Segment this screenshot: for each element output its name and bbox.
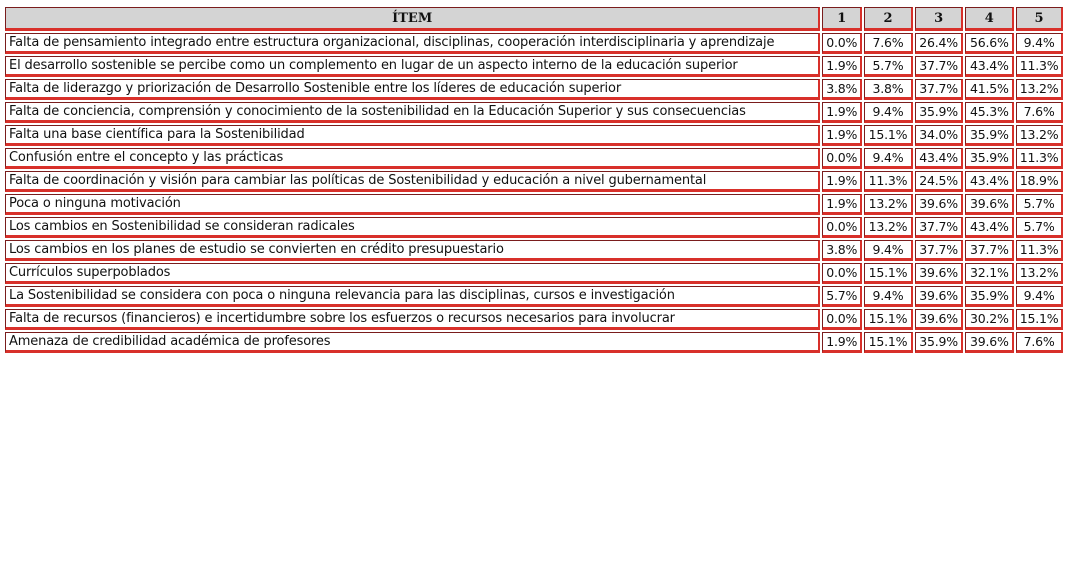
percent-cell-3: 37.7%: [915, 240, 964, 261]
percent-cell-1: 1.9%: [822, 102, 862, 123]
percent-cell-1: 0.0%: [822, 33, 862, 54]
table-row: [5, 263, 1063, 284]
percent-cell-2: 3.8%: [864, 79, 913, 100]
percent-cell-1: 3.8%: [822, 240, 862, 261]
percent-cell-4: 35.9%: [965, 286, 1014, 307]
percent-cell-5: 13.2%: [1016, 79, 1063, 100]
percent-cell-2: 5.7%: [864, 56, 913, 77]
percent-cell-4: 41.5%: [965, 79, 1014, 100]
header-item: ÍTEM: [5, 7, 820, 31]
table-row: [5, 148, 1063, 169]
header-scale-3: 3: [915, 7, 964, 31]
item-cell: Falta de conciencia, comprensión y conocimiento de la sostenibilidad en la Educación Superior y sus consecuencias: [5, 102, 820, 123]
table-row: [5, 217, 1063, 238]
percent-cell-5: 15.1%: [1016, 309, 1063, 330]
table-row: [5, 33, 1063, 54]
percent-cell-1: 0.0%: [822, 263, 862, 284]
percent-cell-3: 37.7%: [915, 217, 964, 238]
percent-cell-4: 32.1%: [965, 263, 1014, 284]
header-scale-2: 2: [864, 7, 913, 31]
percent-cell-4: 35.9%: [965, 148, 1014, 169]
percent-cell-5: 11.3%: [1016, 56, 1063, 77]
percent-cell-4: 43.4%: [965, 217, 1014, 238]
percent-cell-4: 43.4%: [965, 171, 1014, 192]
percent-cell-4: 43.4%: [965, 56, 1014, 77]
item-cell: Confusión entre el concepto y las prácticas: [5, 148, 820, 169]
percent-cell-3: 35.9%: [915, 332, 964, 353]
percent-cell-3: 26.4%: [915, 33, 964, 54]
percent-cell-4: 39.6%: [965, 332, 1014, 353]
percent-cell-3: 39.6%: [915, 194, 964, 215]
item-cell: Los cambios en los planes de estudio se convierten en crédito presupuestario: [5, 240, 820, 261]
percent-cell-1: 0.0%: [822, 148, 862, 169]
percent-cell-5: 13.2%: [1016, 125, 1063, 146]
percent-cell-2: 15.1%: [864, 309, 913, 330]
table-body: [5, 33, 1063, 353]
percent-cell-5: 11.3%: [1016, 148, 1063, 169]
table-row: [5, 171, 1063, 192]
percent-cell-5: 11.3%: [1016, 240, 1063, 261]
percent-cell-5: 7.6%: [1016, 332, 1063, 353]
percent-cell-4: 56.6%: [965, 33, 1014, 54]
percent-cell-2: 13.2%: [864, 217, 913, 238]
percent-cell-2: 15.1%: [864, 263, 913, 284]
percent-cell-3: 43.4%: [915, 148, 964, 169]
item-cell: Los cambios en Sostenibilidad se consideran radicales: [5, 217, 820, 238]
percent-cell-3: 35.9%: [915, 102, 964, 123]
item-cell: La Sostenibilidad se considera con poca o ninguna relevancia para las disciplinas, cursos e investigación: [5, 286, 820, 307]
percent-cell-4: 30.2%: [965, 309, 1014, 330]
percent-cell-5: 18.9%: [1016, 171, 1063, 192]
percent-cell-1: 3.8%: [822, 79, 862, 100]
percent-cell-5: 7.6%: [1016, 102, 1063, 123]
percent-cell-5: 9.4%: [1016, 286, 1063, 307]
table-row: [5, 332, 1063, 353]
percent-cell-1: 1.9%: [822, 125, 862, 146]
percent-cell-1: 1.9%: [822, 56, 862, 77]
item-cell: Falta de liderazgo y priorización de Desarrollo Sostenible entre los líderes de educación superior: [5, 79, 820, 100]
percent-cell-4: 39.6%: [965, 194, 1014, 215]
percent-cell-1: 1.9%: [822, 171, 862, 192]
table-row: [5, 309, 1063, 330]
percent-cell-3: 34.0%: [915, 125, 964, 146]
table-row: [5, 240, 1063, 261]
item-cell: Currículos superpoblados: [5, 263, 820, 284]
table-row: [5, 56, 1063, 77]
percent-cell-2: 15.1%: [864, 125, 913, 146]
item-cell: Amenaza de credibilidad académica de profesores: [5, 332, 820, 353]
item-cell: Falta de pensamiento integrado entre estructura organizacional, disciplinas, cooperación interdisciplinaria y aprendizaje: [5, 33, 820, 54]
percent-cell-1: 1.9%: [822, 194, 862, 215]
percent-cell-4: 35.9%: [965, 125, 1014, 146]
percent-cell-3: 39.6%: [915, 286, 964, 307]
percent-cell-5: 5.7%: [1016, 217, 1063, 238]
header-scale-5: 5: [1016, 7, 1063, 31]
percent-cell-1: 0.0%: [822, 309, 862, 330]
percent-cell-5: 5.7%: [1016, 194, 1063, 215]
percent-cell-1: 5.7%: [822, 286, 862, 307]
percent-cell-5: 13.2%: [1016, 263, 1063, 284]
item-cell: El desarrollo sostenible se percibe como un complemento en lugar de un aspecto interno de la educación superior: [5, 56, 820, 77]
survey-results-table: [3, 5, 1065, 355]
percent-cell-3: 37.7%: [915, 56, 964, 77]
percent-cell-2: 9.4%: [864, 286, 913, 307]
header-row: [5, 7, 1063, 31]
percent-cell-2: 11.3%: [864, 171, 913, 192]
percent-cell-3: 24.5%: [915, 171, 964, 192]
table-row: [5, 102, 1063, 123]
percent-cell-3: 37.7%: [915, 79, 964, 100]
table-row: [5, 286, 1063, 307]
percent-cell-1: 1.9%: [822, 332, 862, 353]
percent-cell-2: 7.6%: [864, 33, 913, 54]
table-row: [5, 194, 1063, 215]
header-scale-1: 1: [822, 7, 862, 31]
percent-cell-4: 45.3%: [965, 102, 1014, 123]
item-cell: Falta de coordinación y visión para cambiar las políticas de Sostenibilidad y educación a nivel gubernamental: [5, 171, 820, 192]
percent-cell-3: 39.6%: [915, 309, 964, 330]
percent-cell-2: 15.1%: [864, 332, 913, 353]
percent-cell-1: 0.0%: [822, 217, 862, 238]
item-cell: Poca o ninguna motivación: [5, 194, 820, 215]
header-scale-4: 4: [965, 7, 1014, 31]
percent-cell-5: 9.4%: [1016, 33, 1063, 54]
percent-cell-2: 9.4%: [864, 102, 913, 123]
percent-cell-2: 13.2%: [864, 194, 913, 215]
item-cell: Falta una base científica para la Sostenibilidad: [5, 125, 820, 146]
percent-cell-3: 39.6%: [915, 263, 964, 284]
table-row: [5, 125, 1063, 146]
percent-cell-4: 37.7%: [965, 240, 1014, 261]
table-row: [5, 79, 1063, 100]
item-cell: Falta de recursos (financieros) e incertidumbre sobre los esfuerzos o recursos necesarios para involucrar: [5, 309, 820, 330]
percent-cell-2: 9.4%: [864, 148, 913, 169]
percent-cell-2: 9.4%: [864, 240, 913, 261]
